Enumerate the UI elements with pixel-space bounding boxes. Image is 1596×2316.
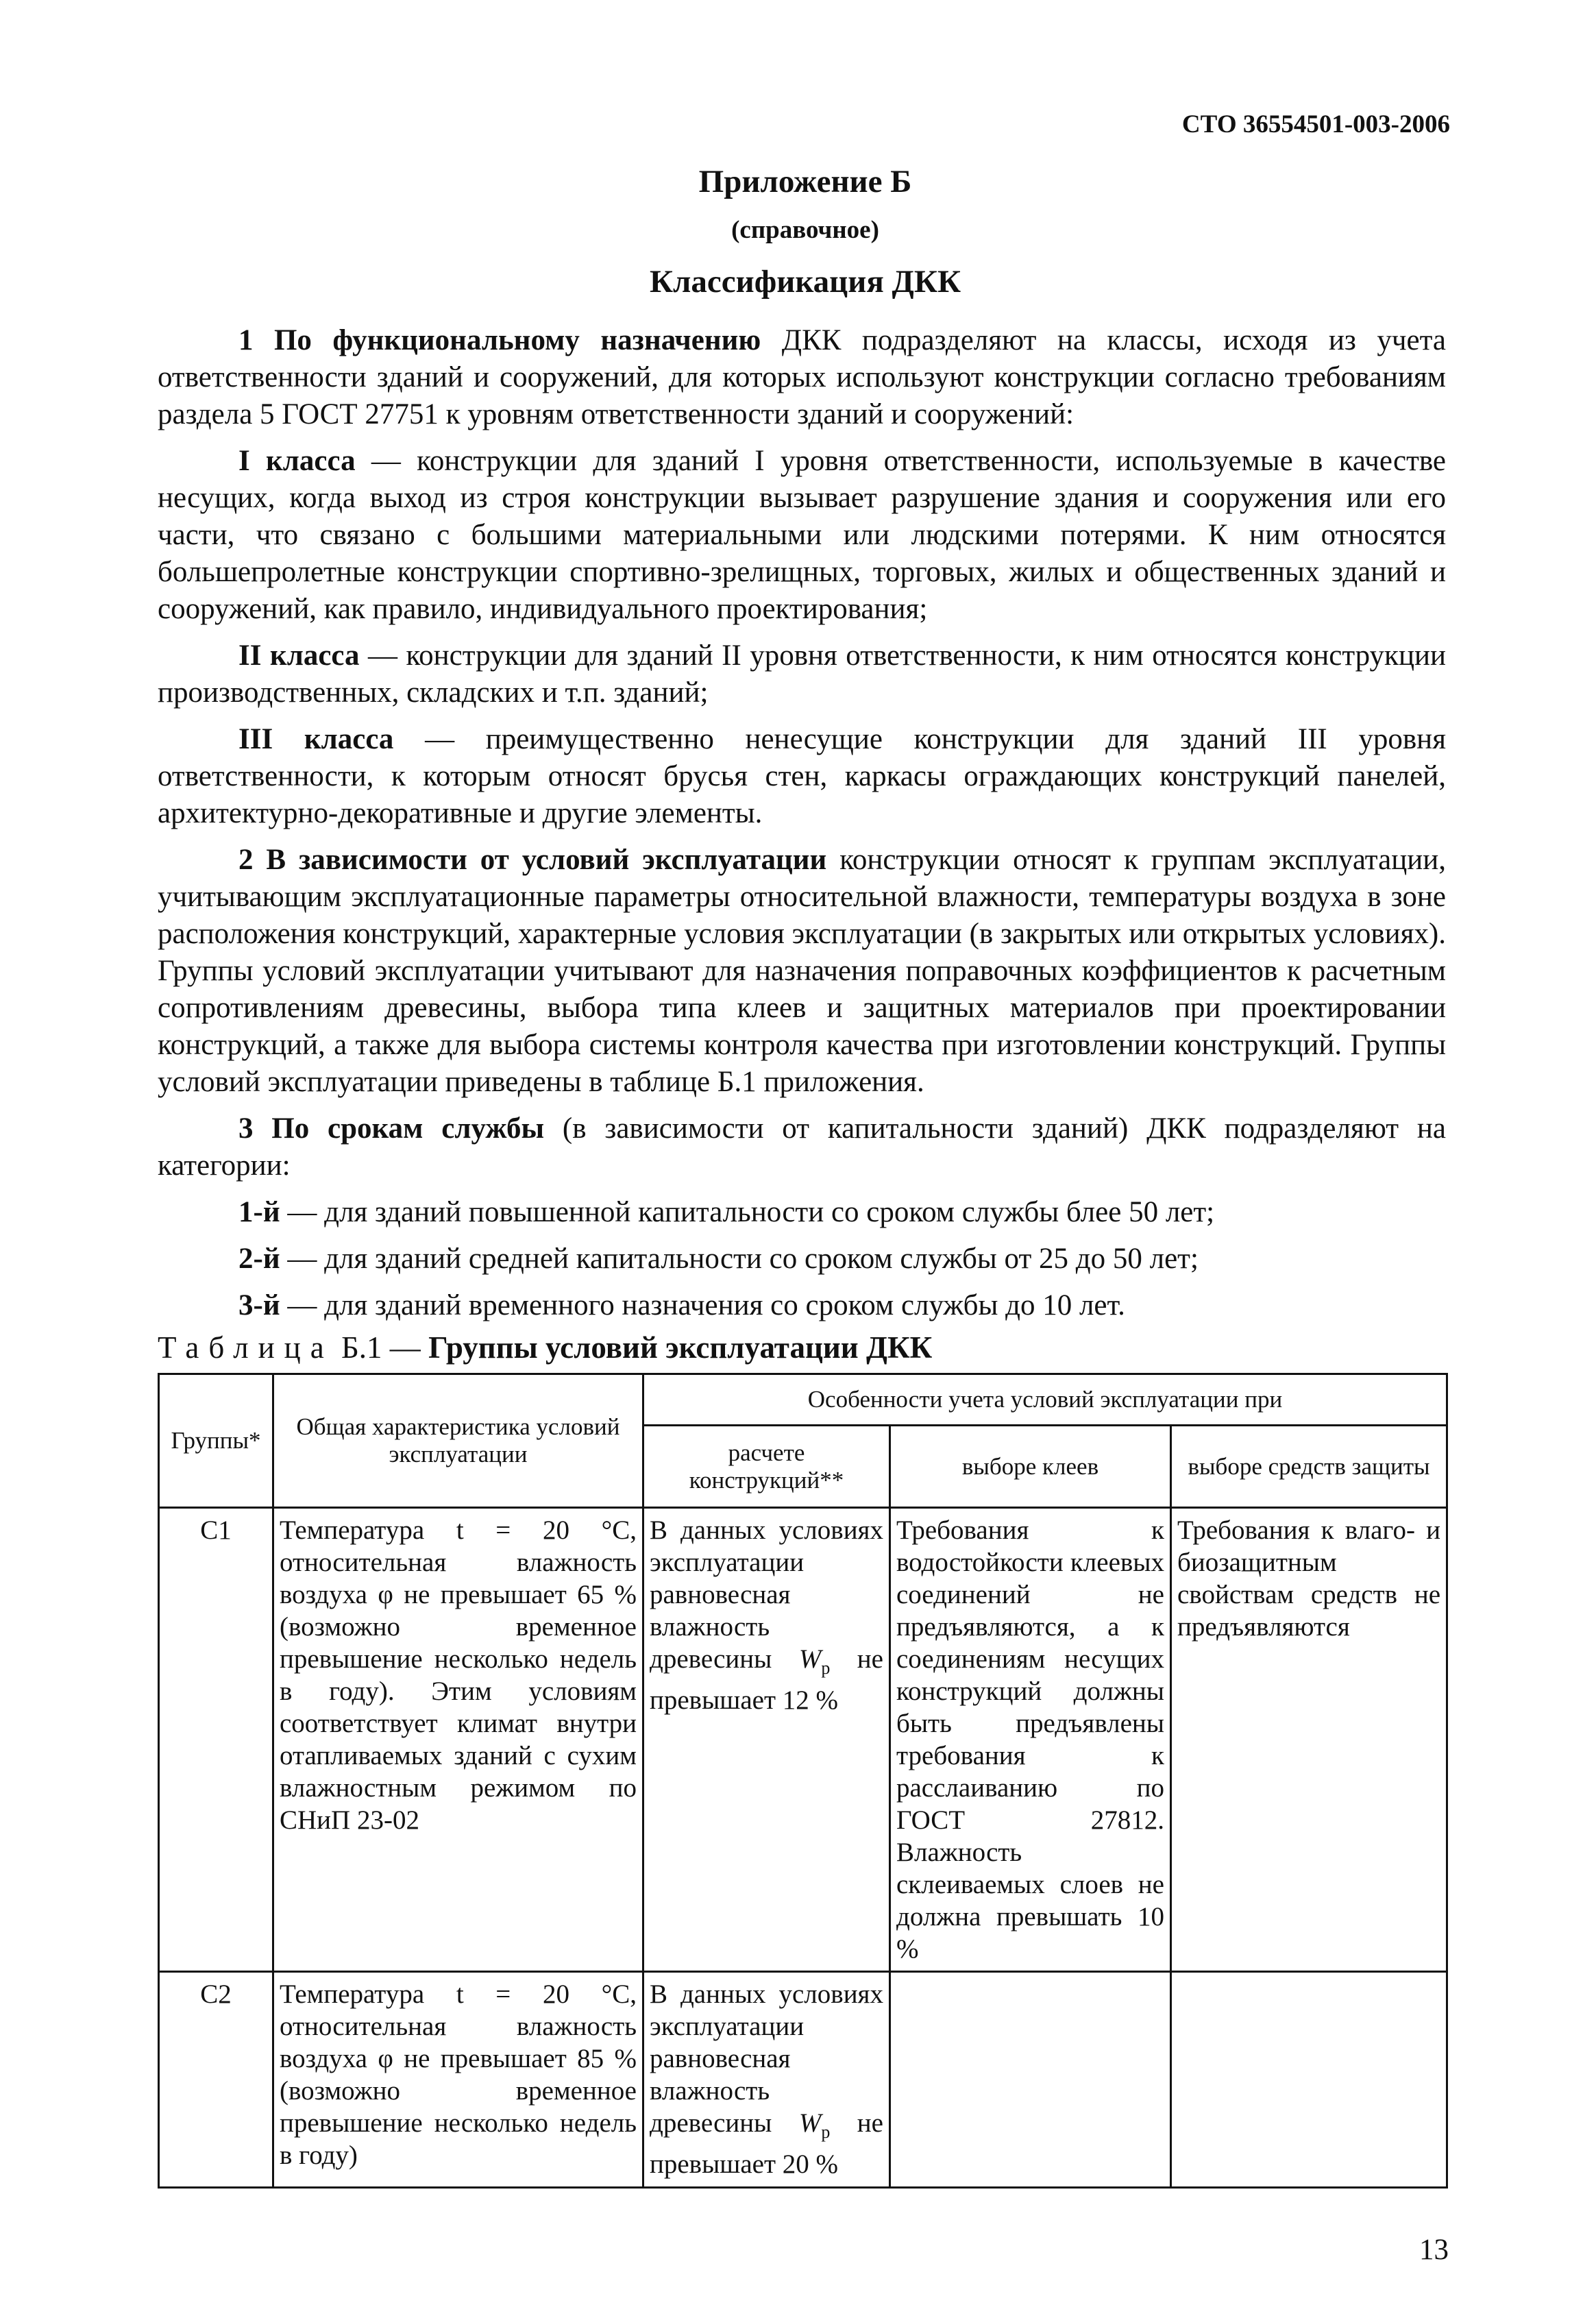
appendix-type: (справочное): [731, 216, 879, 244]
category-text: — для зданий временного назначения со сроком службы до 10 лет.: [280, 1289, 1125, 1321]
table-caption-number: Б.1 —: [333, 1330, 429, 1365]
paragraph-category-1: [158, 1194, 1446, 1231]
table-caption-title: Группы условий эксплуатации ДКК: [428, 1330, 933, 1365]
calc-text: В данных условиях эксплуатации равновесная влажность древесины: [650, 1515, 883, 1674]
class-text: — конструкции для зданий I уровня ответственности, используемые в качестве несущих, когда выход из строя конструкции вызывает разрушение здания и сооружения или его части, что связано с большими материальными или людскими потерями. К ним относятся большепролетные конструкции спортивно-зрелищных, торговых, жилых и общественных зданий и сооружений, как правило, индивидуального проектирования;: [158, 445, 1446, 625]
class-label: I класса: [238, 445, 356, 477]
cell-protect: [1171, 1972, 1447, 2188]
paragraph-category-3: [158, 1287, 1446, 1324]
calc-subscript: р: [821, 1657, 831, 1678]
document-code: СТО 36554501-003-2006: [1181, 110, 1450, 138]
category-label: 2-й: [238, 1243, 280, 1275]
body-text: [158, 322, 1446, 1324]
section-title: Классификация ДКК: [649, 264, 961, 300]
paragraph-text: (в зависимости от капитальности зданий) ДКК подразделяют на категории:: [158, 1112, 1446, 1182]
paragraph-category-2: [158, 1241, 1446, 1278]
category-label: 1-й: [238, 1196, 280, 1228]
calc-symbol: W: [798, 2108, 822, 2138]
cell-group: C1: [159, 1508, 273, 1972]
table-row: [159, 1508, 1447, 1972]
category-label: 3-й: [238, 1289, 280, 1321]
operating-conditions-table: [158, 1373, 1448, 2189]
table-row: [159, 1972, 1447, 2188]
cell-general: Температура t = 20 °С, относительная влажность воздуха φ не превышает 65 % (возможно временное превышение несколько недель в году). Этим условиям соответствует климат внутри отапливаемых зданий с сухим влажностным режимом по СНиП 23-02: [273, 1508, 643, 1972]
calc-symbol: W: [798, 1644, 822, 1674]
category-text: — для зданий повышенной капитальности со сроком службы блее 50 лет;: [280, 1196, 1215, 1228]
table-caption-prefix: Таблица: [158, 1330, 334, 1365]
paragraph-class-2: [158, 637, 1446, 711]
paragraph-text: ДКК подразделяют на классы, исходя из учета ответственности зданий и сооружений, для которых используют конструкции согласно требованиям раздела 5 ГОСТ 27751 к уровням ответственности зданий и сооружений:: [158, 324, 1446, 430]
calc-text: не превышает 12 %: [650, 1644, 883, 1715]
paragraph-operating-conditions: [158, 842, 1446, 1101]
paragraph-class-1: [158, 443, 1446, 628]
header-general: Общая характеристика условий эксплуатации: [273, 1374, 643, 1508]
cell-glue: [890, 1972, 1171, 2188]
cell-protect: Требования к влаго- и биозащитным свойствам средств не предъявляются: [1171, 1508, 1447, 1972]
calc-subscript: р: [821, 2121, 831, 2142]
cell-calc: [643, 1972, 890, 2188]
table-header-row: [159, 1374, 1447, 1426]
appendix-heading: Приложение Б: [698, 164, 912, 199]
paragraph-text: конструкции относят к группам эксплуатации, учитывающим эксплуатационные параметры относительной влажности, температуры воздуха в зоне расположения конструкций, характерные условия эксплуатации (в закрытых или открытых условиях). Группы условий эксплуатации учитывают для назначения поправочных коэффициентов к расчетным сопротивлениям древесины, выбора типа клеев и защитных материалов при проектировании конструкций, а также для выбора системы контроля качества при изготовлении конструкций. Группы условий эксплуатации приведены в таблице Б.1 приложения.: [158, 844, 1446, 1098]
class-label: III класса: [238, 723, 394, 755]
cell-glue: Требования к водостойкости клеевых соединений не предъявляются, а к соединениям несущих конструкций должны быть предъявлены требования к расслаиванию по ГОСТ 27812. Влажность склеиваемых слоев не должна превышать 10 %: [890, 1508, 1171, 1972]
paragraph-service-life: [158, 1110, 1446, 1184]
cell-group: C2: [159, 1972, 273, 2188]
paragraph-lead: 1 По функциональному назначению: [238, 324, 761, 356]
class-text: — преимущественно ненесущие конструкции для зданий III уровня ответственности, к которым относят брусья стен, каркасы ограждающих конструкций панелей, архитектурно-декоративные и другие элементы.: [158, 723, 1446, 829]
class-text: — конструкции для зданий II уровня ответственности, к ним относятся конструкции производственных, складских и т.п. зданий;: [158, 639, 1446, 709]
paragraph-lead: 3 По срокам службы: [238, 1112, 545, 1145]
page-number: 13: [1419, 2234, 1449, 2266]
paragraph-class-3: [158, 721, 1446, 832]
table-caption: [158, 1330, 932, 1365]
paragraph-lead: 2 В зависимости от условий эксплуатации: [238, 844, 827, 876]
category-text: — для зданий средней капитальности со сроком службы от 25 до 50 лет;: [280, 1243, 1199, 1275]
cell-general: Температура t = 20 °С, относительная влажность воздуха φ не превышает 85 % (возможно временное превышение несколько недель в году): [273, 1972, 643, 2188]
header-glue: выборе клеев: [890, 1426, 1171, 1508]
header-features: Особенности учета условий эксплуатации при: [643, 1374, 1447, 1426]
header-protect: выборе средств защиты: [1171, 1426, 1447, 1508]
calc-text: не превышает 20 %: [650, 2108, 883, 2179]
cell-calc: [643, 1508, 890, 1972]
class-label: II класса: [238, 639, 360, 672]
header-calc: расчете конструкций**: [643, 1426, 890, 1508]
header-groups: Группы*: [159, 1374, 273, 1508]
paragraph-functional: [158, 322, 1446, 433]
calc-text: В данных условиях эксплуатации равновесная влажность древесины: [650, 1979, 883, 2138]
